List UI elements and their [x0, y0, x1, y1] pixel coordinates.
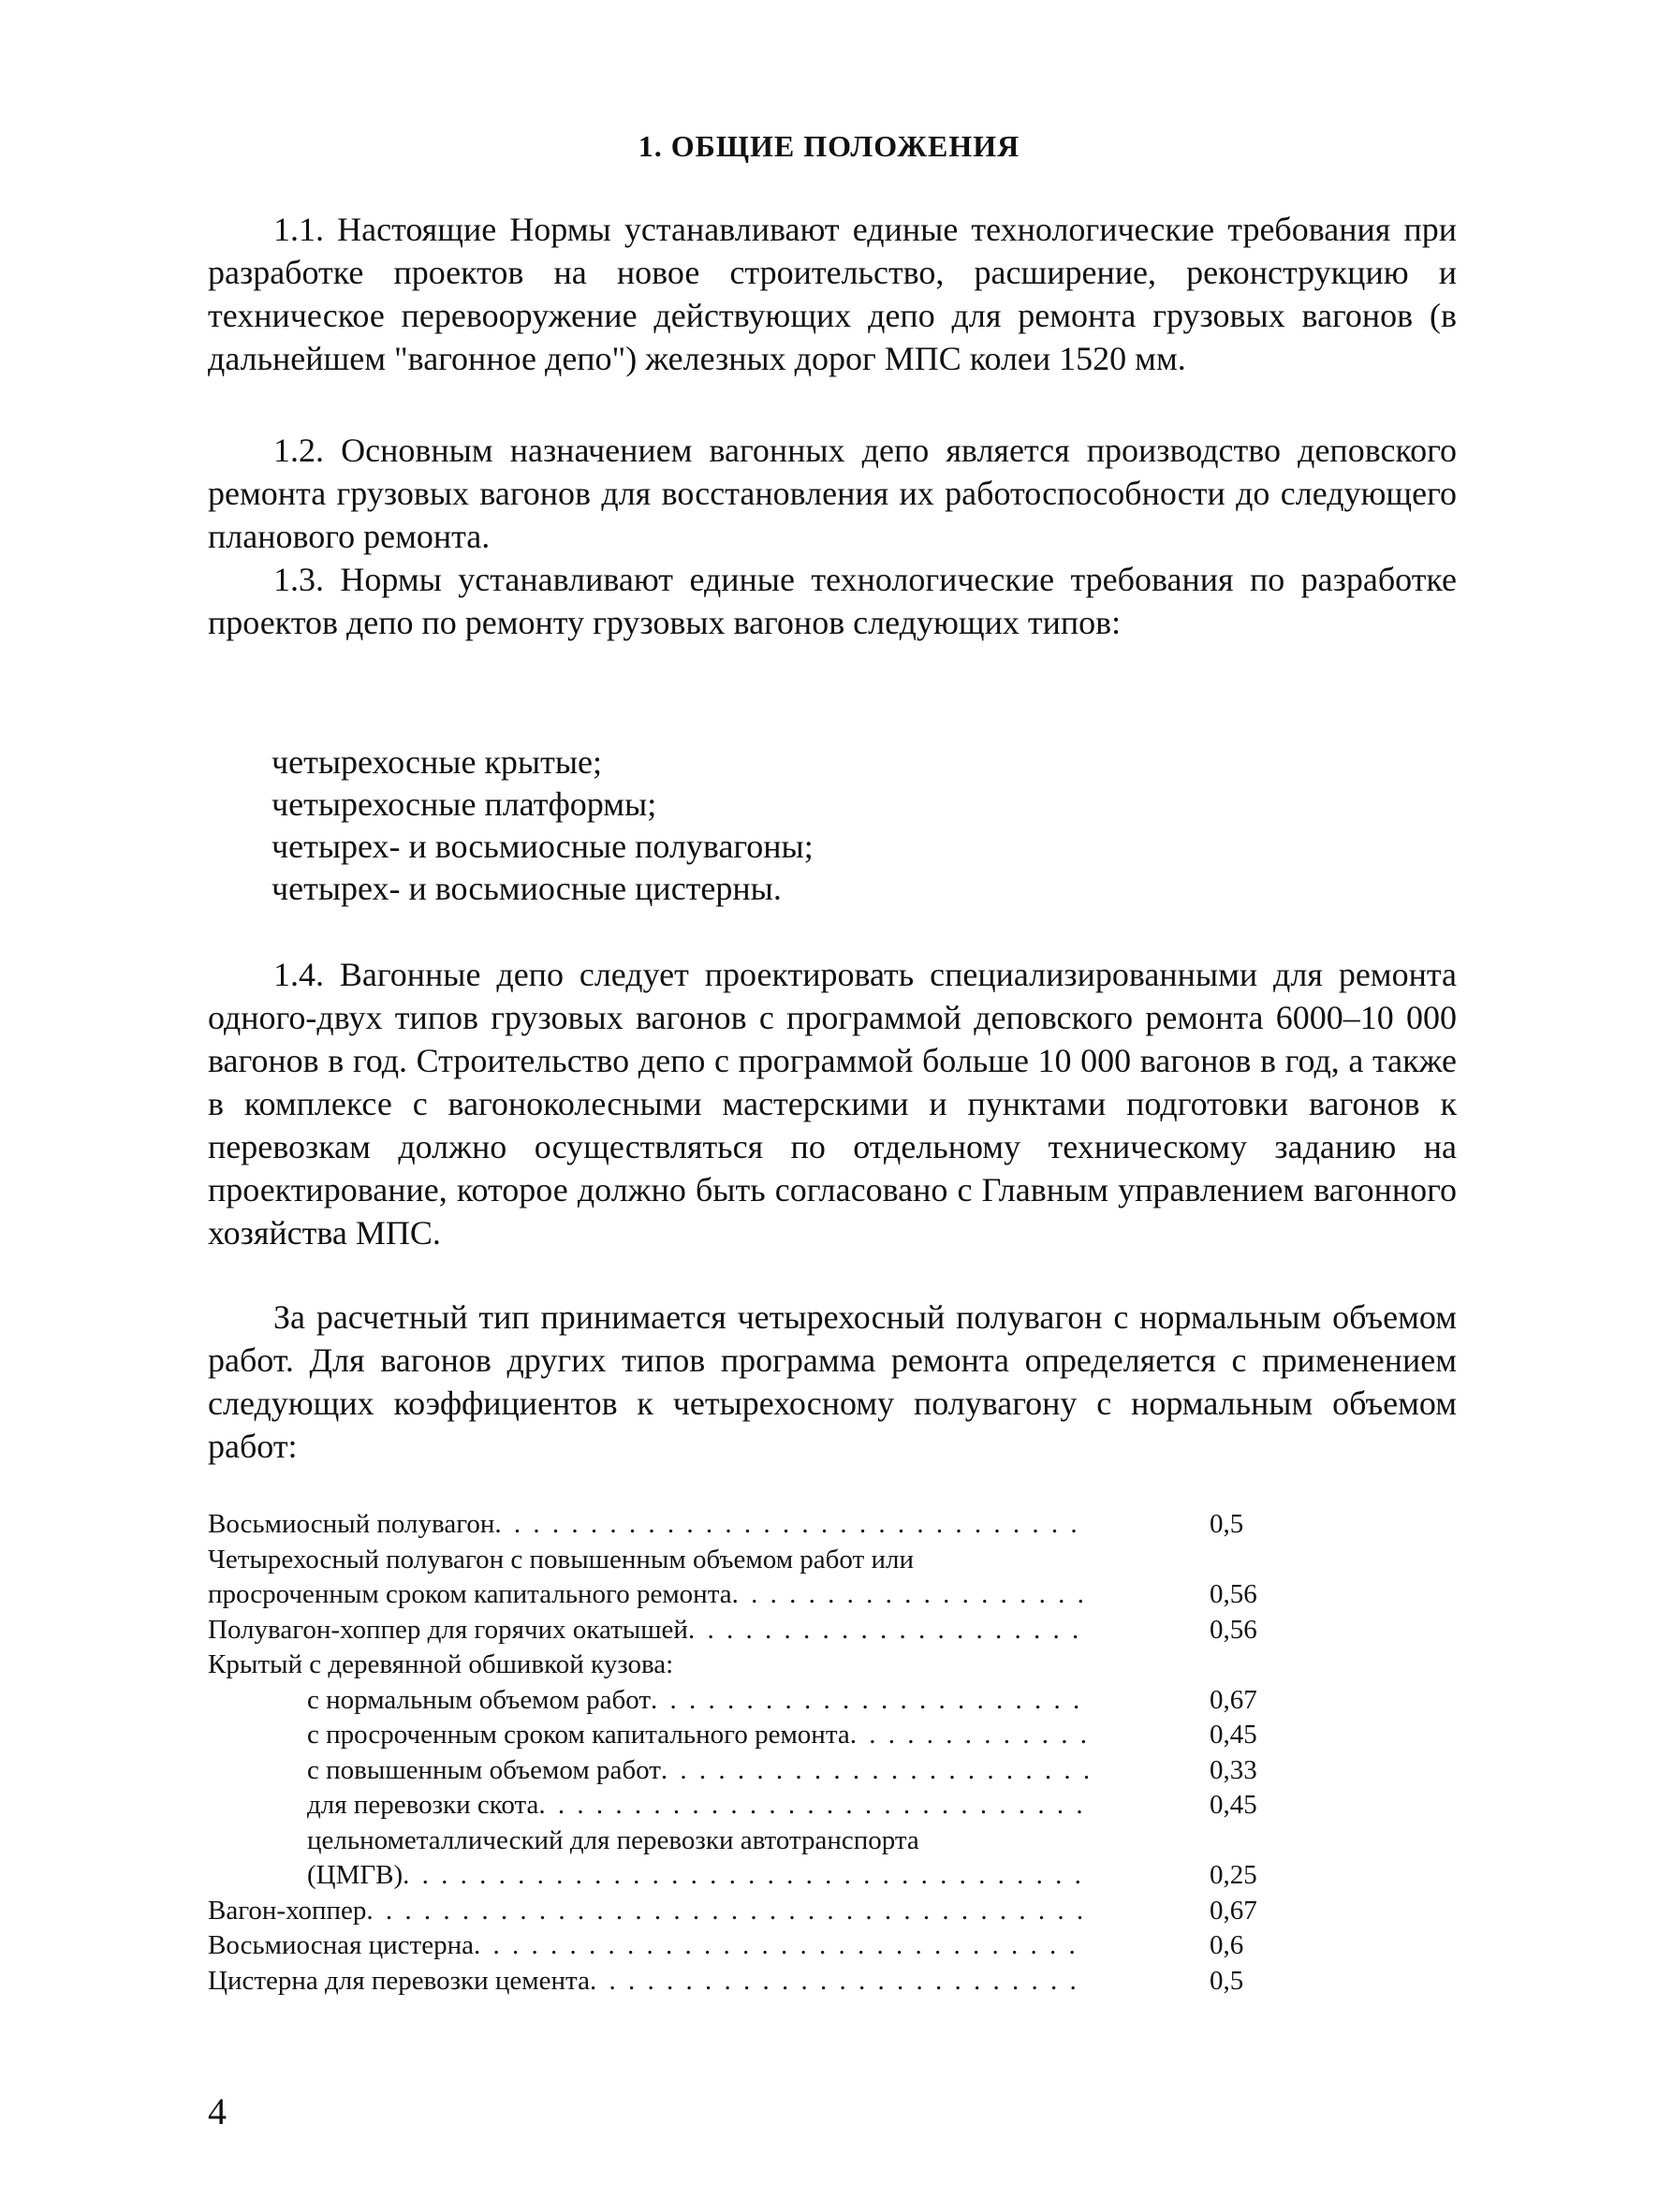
leader-dots: [850, 1718, 1088, 1753]
coefficient-value: 0,56: [1210, 1614, 1257, 1645]
coefficient-row: [208, 1543, 1322, 1578]
list-item: четырехосные крытые;: [271, 743, 603, 781]
leader-dots: [474, 1928, 1088, 1964]
leader-dots: [732, 1577, 1088, 1613]
coefficient-label: Восьмиосная цистерна: [208, 1930, 474, 1960]
coefficient-row: [208, 1507, 1322, 1543]
coefficient-row: [208, 1824, 1322, 1859]
coefficient-row: [208, 1613, 1322, 1648]
coefficient-label: с просроченным сроком капитального ремонта: [307, 1720, 850, 1750]
coefficient-value: 0,67: [1210, 1895, 1257, 1926]
coefficient-row: [208, 1753, 1322, 1789]
coefficient-value: 0,5: [1210, 1965, 1244, 1996]
coefficient-label: с нормальным объемом работ: [307, 1684, 652, 1715]
coefficient-row: [208, 1858, 1322, 1894]
coefficient-value: 0,25: [1210, 1860, 1257, 1890]
leader-dots: [651, 1683, 1088, 1719]
coefficient-value: 0,67: [1210, 1684, 1257, 1715]
coefficient-row: [208, 1894, 1322, 1929]
leader-dots: [661, 1753, 1088, 1789]
coefficient-label: Четырехосный полувагон с повышенным объемом работ или: [208, 1544, 914, 1575]
leader-dots: [538, 1788, 1088, 1824]
wagon-types-list: [271, 741, 814, 910]
coefficient-row: [208, 1718, 1322, 1753]
coefficient-label: просроченным сроком капитального ремонта: [208, 1579, 732, 1609]
list-item: четырех- и восьмиосные полувагоны;: [271, 828, 814, 865]
coefficient-label: для перевозки скота: [307, 1790, 539, 1820]
coefficient-value: 0,33: [1210, 1754, 1257, 1785]
paragraph-1-4: 1.4. Вагонные депо следует проектировать специализированными для ремонта одного-двух типов грузовых вагонов с программой деповского ремонта 6000–10 000 вагонов в год. Строительство депо с программой больше 10 000 вагонов в год, а также в комплексе с вагоноколесными мастерскими и пунктами подготовки вагонов к перевозкам должно осуществляться по отдельному техническому заданию на проектирование, которое должно быть согласовано с Главным управлением вагонного хозяйства МПС.: [208, 956, 1457, 1252]
paragraph-1-2: 1.2. Основным назначением вагонных депо является производство деповского ремонта грузовых вагонов для восстановления их работоспособности до следующего планового ремонта.: [208, 432, 1457, 555]
coefficients-table: [208, 1507, 1322, 1999]
coefficient-value: 0,5: [1210, 1509, 1244, 1539]
coefficient-label: (ЦМГВ): [307, 1860, 403, 1890]
paragraph-1-1: 1.1. Настоящие Нормы устанавливают единые технологические требования при разработке проектов на новое строительство, расширение, реконструкцию и техническое перевооружение действующих депо для ремонта грузовых вагонов (в дальнейшем "вагонное депо") железных дорог МПС колеи 1520 мм.: [208, 211, 1457, 377]
leader-dots: [366, 1894, 1088, 1929]
page-number: 4: [208, 2090, 227, 2132]
coefficient-row: [208, 1683, 1322, 1719]
leader-dots: [688, 1613, 1088, 1648]
coefficient-label: Вагон-хоппер: [208, 1895, 367, 1926]
leader-dots: [494, 1507, 1088, 1543]
coefficient-value: 0,6: [1210, 1930, 1244, 1960]
leader-dots: [590, 1964, 1088, 2000]
list-item: четырех- и восьмиосные цистерны.: [271, 870, 782, 907]
list-item: четырехосные платформы;: [271, 785, 657, 823]
coefficient-value: 0,56: [1210, 1579, 1257, 1609]
coefficient-value: 0,45: [1210, 1720, 1257, 1750]
coefficient-label: цельнометаллический для перевозки автотранспорта: [307, 1824, 919, 1855]
coefficient-row: [208, 1964, 1322, 2000]
coefficient-label: Полувагон-хоппер для горячих окатышей: [208, 1614, 688, 1645]
paragraph-1-3: 1.3. Нормы устанавливают единые технологические требования по разработке проектов депо по ремонту грузовых вагонов следующих типов:: [208, 561, 1457, 641]
coefficient-row: [208, 1577, 1322, 1613]
leader-dots: [403, 1858, 1088, 1894]
section-title: 1. ОБЩИЕ ПОЛОЖЕНИЯ: [638, 129, 1020, 163]
coefficient-label: Восьмиосный полувагон: [208, 1509, 495, 1539]
coefficient-value: 0,45: [1210, 1790, 1257, 1820]
coefficient-row: [208, 1648, 1322, 1683]
coefficient-row: [208, 1788, 1322, 1824]
paragraph-design-type: За расчетный тип принимается четырехосный полувагон с нормальным объемом работ. Для вагонов других типов программа ремонта определяется с применением следующих коэффициентов к четырехосному полувагону с нормальным объемом работ:: [208, 1298, 1457, 1465]
coefficient-row: [208, 1928, 1322, 1964]
coefficient-label: Крытый с деревянной обшивкой кузова:: [208, 1649, 674, 1679]
coefficient-label: Цистерна для перевозки цемента: [208, 1965, 590, 1996]
coefficient-label: с повышенным объемом работ: [307, 1754, 661, 1785]
